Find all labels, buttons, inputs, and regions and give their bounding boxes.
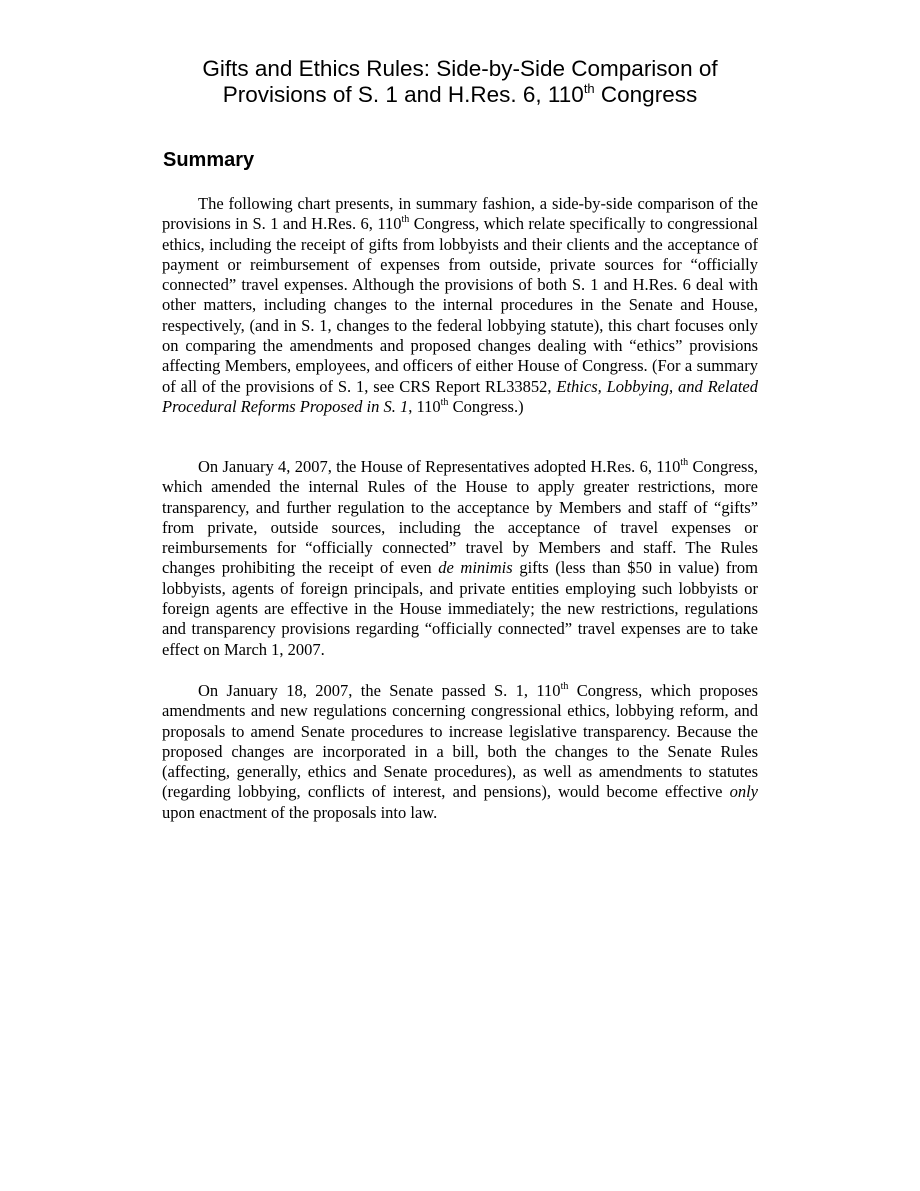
section-heading: Summary xyxy=(163,149,255,171)
title-line-2-suffix: Congress xyxy=(594,82,698,107)
p2-text-b: Congress, which amended the internal Rules of the House to apply greater restrictions, more transparency, and further regulation to the acceptance by Members and staff of “gifts” from private, outside sources, including the acceptance of travel expenses or reimbursements for “officially connected” travel by Members and staff. The Rules changes prohibiting the receipt of even xyxy=(162,457,758,578)
p1-superscript-c: th xyxy=(440,396,449,408)
title-superscript: th xyxy=(583,81,595,96)
paragraph-1 xyxy=(162,194,758,417)
document-title xyxy=(160,56,760,108)
p2-superscript-a: th xyxy=(680,457,689,468)
p3-text-b: Congress, which proposes amendments and new regulations concerning congressional ethics, lobbying reform, and proposals to amend Senate procedures to increase legislative transparency. Because the proposed changes are incorporated in a bill, both the changes to the Senate Rules (affecting, generally, ethics and Senate procedures), as well as amendments to statutes (regarding lobbying, conflicts of interest, and pensions), would become effective xyxy=(162,681,758,802)
title-line-2 xyxy=(223,82,697,107)
p1-text-b: Congress, which relate specifically to congressional ethics, including the receipt of gifts from lobbyists and their clients and the acceptance of payment or reimbursement of expenses from outside, private sources for “officially connected” travel expenses. Although the provisions of both S. 1 and H.Res. 6 deal with other matters, including changes to the internal procedures in the Senate and House, respectively, (and in S. 1, changes to the federal lobbying statute), this chart focuses only on comparing the amendments and proposed changes dealing with “ethics” provisions affecting Members, employees, and officers of either House of Congress. (For a summary of all of the provisions of S. 1, see CRS Report RL33852, xyxy=(162,214,758,396)
paragraph-3 xyxy=(162,681,758,823)
p1-report-title: Ethics, Lobbying, and Related Procedural Reforms Proposed in S. 1 xyxy=(162,376,758,416)
p3-text-c: upon enactment of the proposals into law. xyxy=(162,802,438,822)
paragraph-2 xyxy=(162,457,758,660)
p3-superscript-a: th xyxy=(560,681,569,692)
p2-text-c: gifts (less than $50 in value) from lobbyists, agents of foreign principals, and private entities employing such lobbyists or foreign agents are effective in the House immediately; the new restrictions, regulations and transparency provisions regarding “officially connected” travel expenses are to take effect on March 1, 2007. xyxy=(162,558,758,659)
p2-text-a: On January 4, 2007, the House of Representatives adopted H.Res. 6, 110 xyxy=(198,457,681,476)
p3-text-a: On January 18, 2007, the Senate passed S. 1, 110 xyxy=(198,681,561,700)
p1-superscript-a: th xyxy=(401,214,410,226)
title-line-1: Gifts and Ethics Rules: Side-by-Side Comparison of xyxy=(202,56,718,81)
p3-italic-term: only xyxy=(729,782,758,802)
p2-italic-term: de minimis xyxy=(438,558,513,578)
p1-text-a: The following chart presents, in summary fashion, a side-by-side comparison of the provisions in S. 1 and H.Res. 6, 110 xyxy=(162,194,758,234)
p1-text-c: , 110 xyxy=(408,396,441,416)
title-line-2-text: Provisions of S. 1 and H.Res. 6, 110 xyxy=(222,82,584,107)
p1-text-d: Congress.) xyxy=(448,396,524,416)
